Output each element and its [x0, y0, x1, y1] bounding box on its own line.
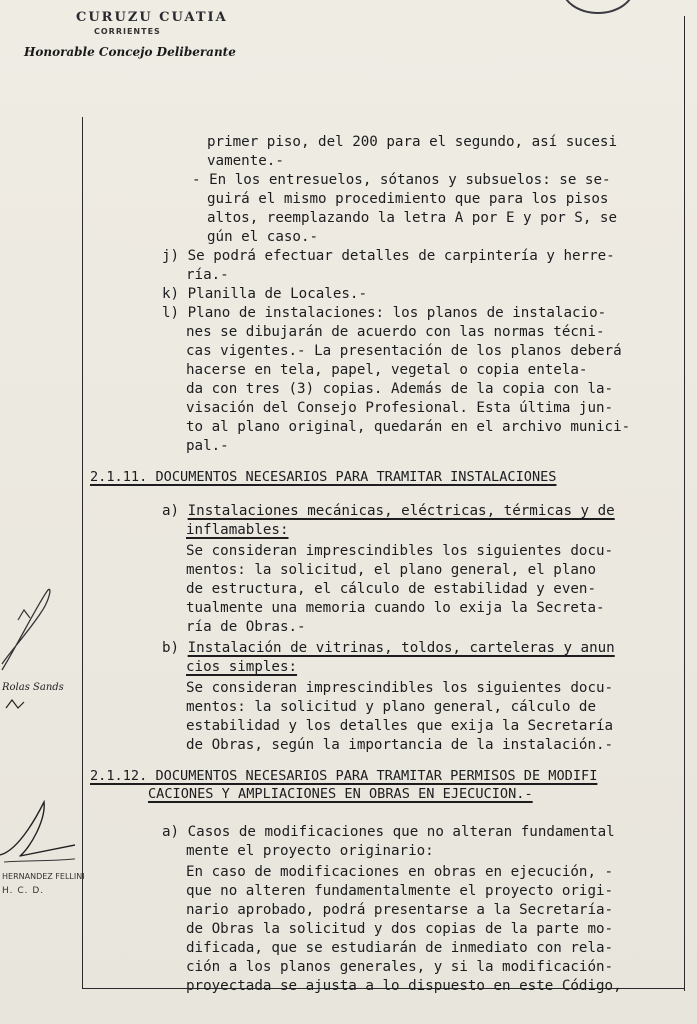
text-line: - En los entresuelos, sótanos y subsuelos: se se- — [192, 172, 611, 188]
list-item-k: k) Planilla de Locales.- — [162, 286, 367, 302]
section-heading-continuation: CACIONES Y AMPLIACIONES EN OBRAS EN EJECUCION.- — [148, 786, 533, 802]
text-line: proyectada se ajusta a lo dispuesto en este Código, — [186, 978, 622, 994]
text-line: vamente.- — [207, 153, 284, 169]
text-line: Se consideran imprescindibles los siguientes docu- — [186, 680, 614, 696]
subheading-continuation: cios simples: — [186, 659, 298, 675]
section-heading-2-1-11: 2.1.11. DOCUMENTOS NECESARIOS PARA TRAMITAR INSTALACIONES — [90, 469, 557, 485]
text-line: da con tres (3) copias. Además de la copia con la- — [186, 381, 614, 397]
list-item-a: a) Instalaciones mecánicas, eléctricas, térmicas y de — [162, 503, 615, 519]
text-line: to al plano original, quedarán en el archivo munici- — [186, 419, 631, 435]
list-item-j: j) Se podrá efectuar detalles de carpintería y herre- — [162, 248, 615, 264]
text-line: hacerse en tela, papel, vegetal o copia entela- — [186, 362, 588, 378]
text-line: mentos: la solicitud y plano general, cálculo de — [186, 699, 596, 715]
text-line: En caso de modificaciones en obras en ejecución, - — [186, 864, 614, 880]
signature-script-text: Rolas Sands — [2, 682, 64, 693]
text-line: estabilidad y los detalles que exija la Secretaría — [186, 718, 614, 734]
text-line: pal.- — [186, 438, 229, 454]
text-line: de estructura, el cálculo de estabilidad y even- — [186, 581, 596, 597]
signatory-office: H. C. D. — [2, 886, 45, 896]
text-line: guirá el mismo procedimiento que para los pisos — [207, 191, 609, 207]
signatory-name: HERNANDEZ FELLINI — [2, 872, 85, 881]
text-line: dificada, que se estudiarán de inmediato con rela- — [186, 940, 614, 956]
text-line: ción a los planos generales, y si la modificación- — [186, 959, 614, 975]
letterhead-city: CURUZU CUATIA — [76, 10, 228, 25]
letterhead-province: CORRIENTES — [94, 27, 161, 36]
list-item-a: a) Casos de modificaciones que no alteran fundamental — [162, 824, 615, 840]
text-line: nario aprobado, podrá presentarse a la Secretaría- — [186, 902, 614, 918]
text-line: primer piso, del 200 para el segundo, así sucesi — [207, 134, 617, 150]
text-line: visación del Consejo Profesional. Esta última jun- — [186, 400, 614, 416]
section-heading-2-1-12: 2.1.12. DOCUMENTOS NECESARIOS PARA TRAMITAR PERMISOS DE MODIFI — [90, 768, 598, 784]
text-line: que no alteren fundamentalmente el proyecto origi- — [186, 883, 614, 899]
text-line: ría.- — [186, 267, 229, 283]
text-line: Se consideran imprescindibles los siguientes docu- — [186, 543, 614, 559]
subheading: Instalación de vitrinas, toldos, carteleras y anun — [187, 640, 615, 656]
text-line: gún el caso.- — [207, 229, 319, 245]
text-line: mente el proyecto originario: — [186, 843, 434, 859]
letterhead-council: Honorable Concejo Deliberante — [24, 45, 236, 59]
list-item-l: l) Plano de instalaciones: los planos de instalacio- — [162, 305, 607, 321]
text-line: nes se dibujarán de acuerdo con las normas técni- — [186, 324, 605, 340]
text-line: tualmente una memoria cuando lo exija la Secreta- — [186, 600, 605, 616]
text-line: de Obras, según la importancia de la instalación.- — [186, 737, 614, 753]
subheading-continuation: inflamables: — [186, 522, 289, 538]
subheading: Instalaciones mecánicas, eléctricas, térmicas y de — [187, 503, 615, 519]
text-line: cas vigentes.- La presentación de los planos deberá — [186, 343, 622, 359]
text-line: mentos: la solicitud, el plano general, el plano — [186, 562, 596, 578]
text-line: de Obras la solicitud y dos copias de la parte mo- — [186, 921, 614, 937]
text-line: ría de Obras.- — [186, 619, 306, 635]
list-item-b: b) Instalación de vitrinas, toldos, carteleras y anun — [162, 640, 615, 656]
text-line: altos, reemplazando la letra A por E y por S, se — [207, 210, 617, 226]
